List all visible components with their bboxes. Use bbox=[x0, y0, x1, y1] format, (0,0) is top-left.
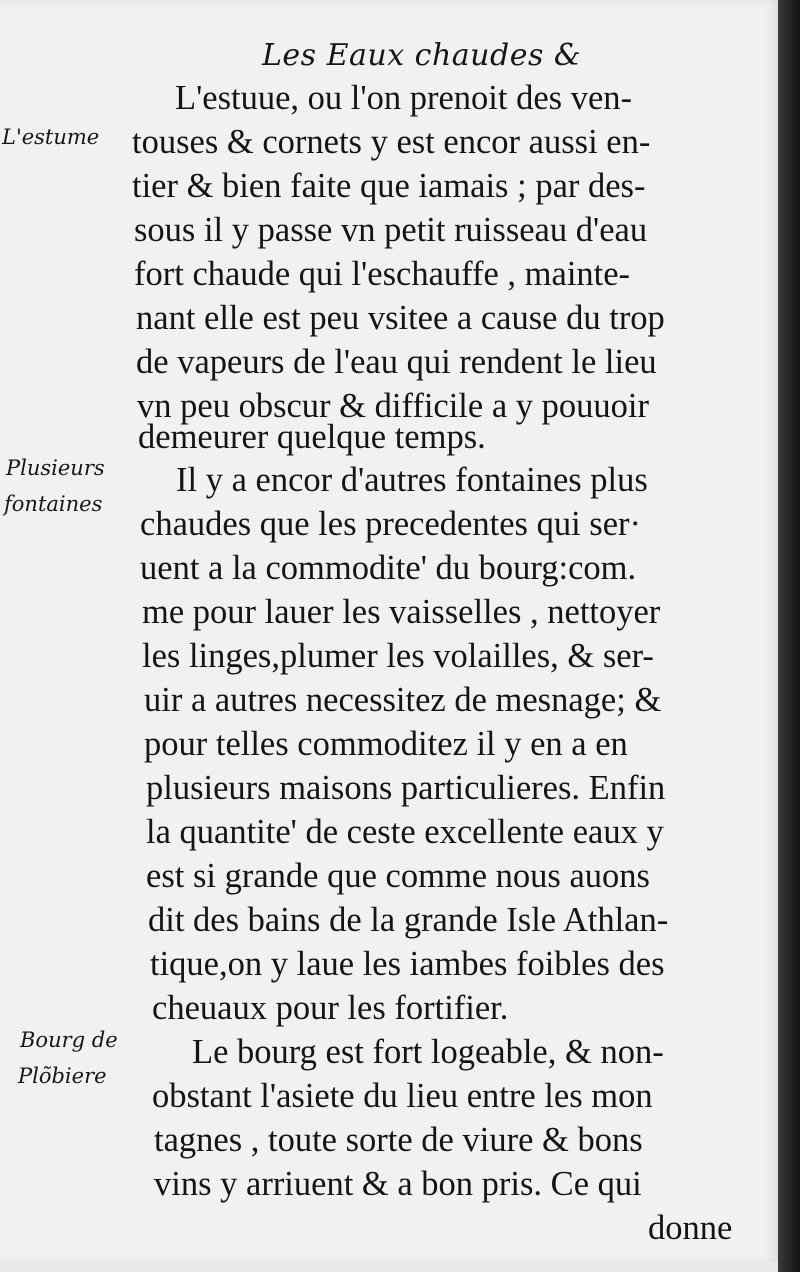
text-line: uir a autres necessitez de mesnage; & bbox=[144, 681, 662, 719]
text-line: me pour lauer les vaisselles , nettoyer bbox=[142, 593, 661, 631]
margin-note-bourg-line-1: Bourg de bbox=[20, 1028, 118, 1052]
text-line: L'estuue, ou l'on prenoit des ven- bbox=[175, 79, 632, 117]
page-edge-shadow bbox=[778, 0, 800, 1272]
text-line: les linges,plumer les volailles, & ser- bbox=[142, 637, 654, 675]
margin-note-lestume: L'estume bbox=[2, 125, 100, 149]
text-line: uent a la commodite' du bourg:com. bbox=[140, 549, 637, 587]
text-line: vn peu obscur & difficile a y pouuoir bbox=[137, 387, 649, 425]
text-line: sous il y passe vn petit ruisseau d'eau bbox=[134, 211, 648, 249]
text-line: tier & bien faite que iamais ; par des- bbox=[132, 167, 646, 205]
running-head: Les Eaux chaudes & bbox=[262, 38, 582, 73]
text-line: obstant l'asiete du lieu entre les mon bbox=[152, 1077, 653, 1115]
text-line: Il y a encor d'autres fontaines plus bbox=[176, 461, 648, 499]
text-line: vins y arriuent & a bon pris. Ce qui bbox=[154, 1165, 642, 1203]
text-line: chaudes que les precedentes qui ser· bbox=[140, 505, 641, 543]
text-line: touses & cornets y est encor aussi en- bbox=[132, 123, 651, 161]
text-line: tique,on y laue les iambes foibles des bbox=[150, 945, 665, 983]
margin-note-bourg-line-2: Plõbiere bbox=[18, 1064, 107, 1088]
text-line: dit des bains de la grande Isle Athlan- bbox=[148, 901, 669, 939]
text-line: est si grande que comme nous auons bbox=[146, 857, 650, 895]
text-line: Le bourg est fort logeable, & non- bbox=[192, 1033, 664, 1071]
catchword: donne bbox=[648, 1209, 733, 1247]
text-line: de vapeurs de l'eau qui rendent le lieu bbox=[136, 343, 657, 381]
text-line: pour telles commoditez il y en a en bbox=[144, 725, 628, 763]
text-line: demeurer quelque temps. bbox=[138, 418, 486, 456]
text-line: tagnes , toute sorte de viure & bons bbox=[154, 1121, 643, 1159]
text-line: cheuaux pour les fortifier. bbox=[152, 989, 509, 1027]
text-line: fort chaude qui l'eschauffe , mainte- bbox=[134, 255, 631, 293]
margin-note-plusieurs-line-1: Plusieurs bbox=[6, 456, 105, 480]
text-line: plusieurs maisons particulieres. Enfin bbox=[146, 769, 666, 807]
text-line: nant elle est peu vsitee a cause du trop bbox=[136, 299, 665, 337]
margin-note-plusieurs-line-2: fontaines bbox=[4, 492, 103, 516]
text-line: la quantite' de ceste excellente eaux y bbox=[146, 813, 664, 851]
